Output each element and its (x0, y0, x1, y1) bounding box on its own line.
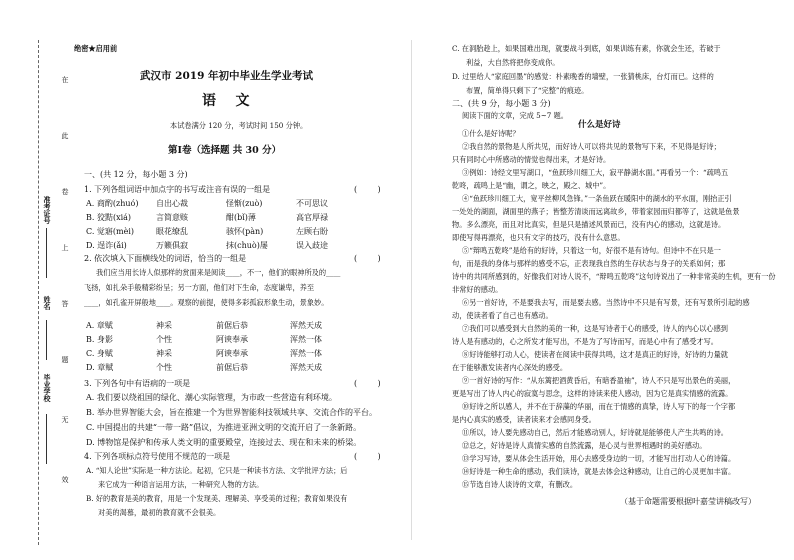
q2-passage-line-2: 飞扬，如扎朵手般精彩纷呈；另一方面，他们对下生命，态度谦卑，养至 (84, 283, 315, 292)
q4-option-b-line-1: B. 好的教育是美的教育，用是一个发现美、理解美、享受美的过程；教育如果没有 (86, 494, 348, 503)
q4-option-a-line-1: A. “知人论世”实际是一种方法论。起初，它只是一种读书方法、文学批评方法；后 (86, 466, 348, 475)
q3-stem: 3. 下列各句中有语病的一项是 (84, 379, 191, 388)
q2-options (86, 322, 406, 382)
exam-title: 武汉市 2019 年初中毕业生学业考试 (140, 70, 314, 82)
q1-option-b: B. 狡黠(xiá) 言简意赅 酣(bǐ)薄 高官厚禄 (86, 213, 328, 222)
q2-answer-paren: ( ) (354, 254, 381, 263)
q3-answer-paren: ( ) (354, 379, 381, 388)
q3-option-d: D. 博物馆是保护和传承人类文明的重要殿堂，连接过去、现在和未来的桥梁。 (86, 438, 362, 447)
margin-word-1: 在 (61, 76, 69, 83)
q4-option-d-line-2: 布置，简单得只剩下了“完整”的痕迹。 (466, 86, 589, 95)
q2-option-c: C. 身赋 神采 阿谀奉承 浑然一体 (86, 349, 322, 358)
q2-passage-line-1: 我们应当用长诗人似那样的赏面来是阅读____，不一，他们的眼神所及的____ (96, 268, 341, 277)
article-line: 诗中的共同所感到的，好像我们对诗人说不，“辩鸣五乾咚”这句诗说出了一种非常美的生机，更有一份 (452, 272, 776, 281)
q4-answer-paren: ( ) (354, 452, 381, 461)
article-line: 只有同时心中所感动的情觉也得出来，才是好诗。 (452, 155, 611, 164)
q4-stem: 4. 下列各项标点符号使用不规范的一项是 (84, 452, 231, 461)
q2-option-d: D. 章赋 个性 前倨后恭 浑然天成 (86, 363, 322, 372)
article-line: ⑪所以，诗人要先感动自己，然后才能感动别人，好诗就是能够使人产生共鸣的诗。 (462, 428, 728, 437)
margin-word-6: 题 (61, 356, 69, 363)
article-line: ⑬学习写诗，要从体会生活开始，用心去感受身边的一切，才能写出打动人心的诗篇。 (462, 454, 736, 463)
q4-option-a-line-2: 来它成为一种语言运用方法，一种研究人物的方法。 (98, 480, 264, 489)
school-line (46, 414, 47, 464)
article-line: ②我自然的景物是人所共见，而好诗人可以将共见的景物写下来，不见得是好诗； (462, 142, 721, 151)
article-line: 即使写得再漂亮，也只有文字的技巧，没有什么意思。 (452, 233, 625, 242)
article-line: ⑦我们可以感受到大自然的美的一种，这是写诗者于心的感受，诗人的内心以心感到 (462, 324, 728, 333)
q1-option-d: D. 逞诈(ǎi) 万籁俱寂 抹(chuò)屡 误入歧途 (86, 241, 328, 250)
name-label: 姓名 (43, 296, 51, 310)
section-2-heading: 二、(共 9 分，每小题 3 分) (452, 99, 551, 108)
margin-word-8: 效 (61, 476, 69, 483)
margin-word-5: 答 (61, 300, 69, 307)
section-1-heading: 一、(共 12 分，每小题 3 分) (84, 170, 188, 179)
article-line: ⑫总之，好诗是诗人真情实感的自然流露，是心灵与世界相遇时的美好感动。 (462, 441, 707, 450)
q3-option-c: C. 中国提出的共建“一带一路”倡议，为推进亚洲文明的交流开启了一条新路。 (86, 423, 362, 432)
q4-option-b-line-2: 对美的渴慕，最初的教育就不会很美。 (98, 508, 221, 517)
volume-title: 第Ⅰ卷（选择题 共 30 分） (168, 145, 282, 156)
margin-word-3: 卷 (61, 188, 69, 195)
column-divider (411, 40, 412, 540)
q1-option-c: C. 觉寤(mèi) 眼花缭乱 骇怀(pàn) 左顾右盼 (86, 227, 328, 236)
article-line: 非常好的感动。 (452, 285, 503, 294)
article-line: 是内心真实的感受，读者读来才会感同身受。 (452, 415, 596, 424)
q2-stem: 2. 依次填入下面横线处的词语，恰当的一组是 (84, 254, 247, 263)
q3-option-b: B. 举办世界智能大会，旨在推建一个为世界智能科技领域共享、交流合作的平台。 (86, 408, 377, 417)
margin-word-2: 此 (61, 132, 69, 139)
article-source: （基于命题需要根据叶嘉莹讲稿改写） (620, 497, 756, 506)
article-line: ①什么是好诗呢？ (462, 129, 520, 138)
article-line: ④“鱼跃珍川细工大，宽平丝柳风急锋。”一条鱼跃在暖阳中的湖水的平水面，刚抬正引 (462, 194, 732, 203)
name-line (46, 320, 47, 360)
article-line: 诗人是有感动的，心之所发才能写出，不是为了写诗而写，而是心中有了感受才写。 (452, 337, 718, 346)
article-line: 更是写出了诗人内心的寂寞与思念，这样的诗读来使人感动，因为它是真实情感的流露。 (452, 389, 733, 398)
exam-id-label: 准考证号 (43, 196, 51, 224)
article-line: 在于能够激发读者内心深处的感受。 (452, 363, 568, 372)
article-line: 物。多么漂亮，而且对比真实，但是只是描述风景而已，没有内心的感动，这就是诗。 (452, 220, 726, 229)
subject-title: 语 文 (202, 93, 250, 109)
q4-option-c-line-1: C. 在洞胎趁上，如果国难出现，就要战斗到底，如果训练有素，你就会生还，若破于 (452, 44, 721, 53)
article-line: ⑤“辩鸣五乾咚”是给有的好诗，只着这一句，好很不是有诗句。但诗中不在只是一 (462, 246, 721, 255)
q3-option-a: A. 我们要以绕祖国的绿化、潮心实际管理，为市政一些营造有利环境。 (86, 393, 337, 402)
article-line: ⑥另一首好诗，不是要我去写，而是要去感。当然诗中不只是有写景，还有写景所引起的感 (462, 298, 750, 307)
school-label: 毕业学校 (43, 374, 51, 402)
q1-options (86, 200, 406, 260)
q2-option-b: B. 身影 个性 阿谀奉承 浑然一体 (86, 335, 322, 344)
margin-word-4: 上 (61, 244, 69, 251)
exam-id-line (46, 228, 47, 278)
article-line: 一处处的湖面，湖面里的燕子；皆整芳清谈而远离故乡，带着家园而归都等了，这就是鱼景 (452, 207, 740, 216)
binding-line (38, 40, 39, 545)
q2-option-a: A. 章赋 神采 前倨后恭 浑然天成 (86, 321, 322, 330)
exam-note: 本试卷满分 120 分，考试时间 150 分钟。 (170, 121, 308, 130)
article-line: ⑭好诗是一种生命的感动，我们读诗，就是去体会这种感动，让自己的心灵更加丰富。 (462, 467, 736, 476)
secret-label: 绝密★启用前 (74, 44, 118, 53)
q2-passage-line-3: ____，如孔雀开屏般地____。观察的前提，使得多彩孤寂形象生动，景象妙。 (84, 298, 329, 307)
article-line: ③例如：诗经文里写湖口，“鱼跃珍川细工大，寂平静湖水面。”再看另一个：“疏鸣五 (462, 168, 729, 177)
article-title: 什么是好诗 (578, 120, 621, 130)
article-line: ⑧好诗能够打动人心，使读者在阅读中获得共鸣，这才是真正的好诗，好诗的力量就 (462, 350, 728, 359)
margin-word-7: 无 (61, 416, 69, 423)
article-line: 句，而是我的身体与那样的感受不忘，正表现我自然的生存状态与身子的关系如何；那 (452, 259, 726, 268)
article-line: 乾咚，疏鸣上是“幽，谓之，映之，殿之、城中”。 (452, 181, 611, 190)
q4-option-d-line-1: D. 过里给人“家庭回墨”的感觉：朴素晚香的墙壁，一张猜桃床，台灯而已。这样的 (452, 72, 714, 81)
q4-option-c-line-2: 利益，大自然将把你变成你。 (466, 58, 560, 67)
q1-option-a: A. 商酌(zhuó) 自出心裁 怪惭(zuò) 不可思议 (86, 199, 328, 208)
article-line: ⑩好诗之所以感人，并不在于辞藻的华丽，而在于情感的真挚，诗人写下的每一个字都 (462, 402, 736, 411)
article-line: ⑮节选自诗人谈诗的文章，有删改。 (462, 480, 578, 489)
q1-answer-paren: ( ) (354, 185, 381, 194)
section-2-instruction: 阅读下面的文章，完成 5~7 题。 (462, 111, 568, 120)
article-line: 动，使读者看了自己也有感动。 (452, 311, 553, 320)
q1-stem: 1. 下列各组词语中加点字的书写或注音有误的一组是 (84, 185, 271, 194)
article-line: ⑨一首好诗的写作：“从东篱把酒黄昏后，有暗香盈袖”，诗人不只是写出景色的美丽， (462, 376, 736, 385)
